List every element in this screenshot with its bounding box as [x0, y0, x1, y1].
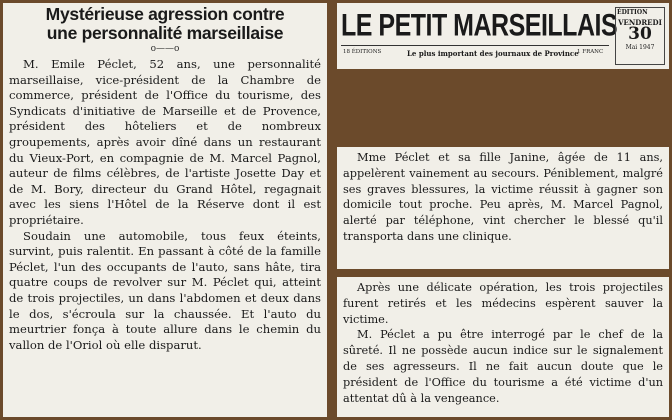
article-paragraph-2: Soudain une automobile, tous feux éteints, survint, puis ralentit. En passant à côté de la famille Péclet, l'un des occupants de l'auto, sans hâte, tira quatre coups de revolver sur M. Péclet qui, atteint de trois projectiles, un dans l'abdomen et deux dans le dos, s'écroula sur la chaussée. Et l'auto du meurtrier fonça à toute allure dans le chemin du vallon de l'Oriol où elle disparut. — [9, 228, 321, 352]
editions-count: 18 ÉDITIONS — [343, 49, 382, 55]
date-day: VENDREDI — [618, 18, 662, 27]
headline-line-2: une personnalité marseillaise — [46, 23, 284, 43]
article-clipping-middle — [337, 147, 669, 269]
article-clipping-left — [3, 3, 327, 417]
middle-paragraph: Mme Péclet et sa fille Janine, âgée de 11 ans, appelèrent vainement au secours. Péniblement, malgré ses graves blessures, la victime réussit à gagner son domicile tout proche. Peu après, M. Marcel Pagnol, alerté par téléphone, vint chercher le blessé qu'il transporta dans une clinique. — [343, 151, 663, 243]
newspaper-masthead — [337, 3, 669, 69]
masthead-rule — [341, 45, 609, 46]
date-box — [615, 7, 665, 65]
ornament-icon: o——o — [150, 44, 180, 54]
ornament-divider — [9, 44, 321, 54]
price-label: 1 FRANC — [577, 49, 604, 55]
newspaper-tagline: Le plus important des journaux de Province — [407, 49, 579, 58]
article-paragraph-1: M. Emile Péclet, 52 ans, une personnalité marseillaise, vice-président de la Chambre de commerce, président de l'Office du tourisme, des Syndicats d'initiative de Marseille et de Provence, président des hôteliers et de nombreux groupements, après avoir dîné dans un restaurant du Vieux-Port, en compagnie de M. Marcel Pagnol, auteur de films célèbres, de l'artiste Josette Day et de M. Bory, directeur du Grand Hôtel, regagnait avec les siens l'Hôtel de la Réserve dont il est propriétaire. — [9, 57, 321, 227]
date-month-year: Mai 1947 — [625, 44, 655, 51]
bottom-paragraph-2: M. Péclet a pu être interrogé par le chef de la sûreté. Il ne possède aucun indice sur le signalement de ses agresseurs. Il ne fait aucun doute que le président de l'Office du tourisme a été victime d'un attentat dû à la vengeance. — [343, 328, 663, 405]
date-number: 30 — [628, 24, 652, 44]
article-clipping-bottom — [337, 277, 669, 417]
newspaper-title: LE PETIT MARSEILLAIS — [341, 8, 618, 43]
edition-label: ÉDITION — [617, 9, 648, 16]
bottom-paragraph-1: Après une délicate opération, les trois projectiles furent retirés et les médecins espèrent sauver la victime. — [343, 281, 663, 326]
headline-line-1: Mystérieuse agression contre — [45, 4, 285, 24]
